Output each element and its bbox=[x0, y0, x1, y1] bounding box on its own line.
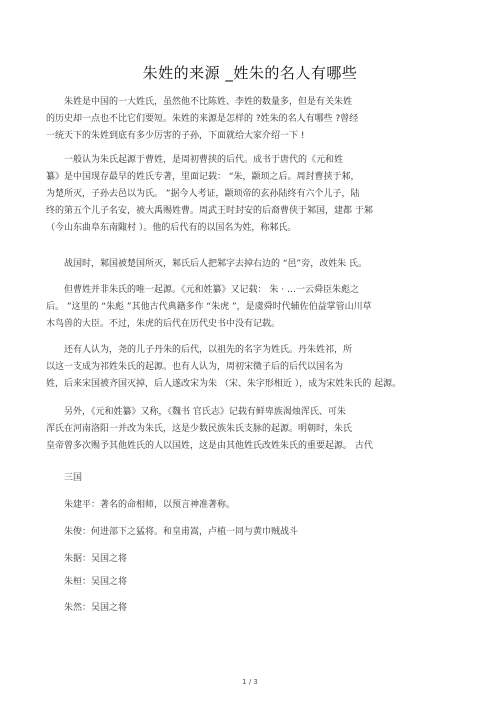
text-line: （今山东曲阜东南陬村 ）。他的后代有的以国名为姓，称邾氏。 bbox=[46, 223, 297, 233]
text-line: 一统天下的朱姓到底有多少厉害的子孙，下面就给大家介绍一下 ! bbox=[46, 131, 305, 141]
xianbei-paragraph bbox=[46, 404, 456, 455]
text-line: 纂》是中国现存最早的姓氏专著，里面记载： “朱，颛顼之后。周封曹挟于邾， bbox=[46, 172, 360, 182]
text-line: 为楚所灭，子孙去邑以为氏。 ”据今人考证，颛顼帝的玄孙陆终有六个儿子，陆 bbox=[46, 189, 360, 199]
text-line: 还有人认为，尧的儿子丹朱的后代，以祖先的名字为姓氏。丹朱姓祁，所 bbox=[64, 345, 353, 355]
text-line: 姓，后来宋国被齐国灭掉，后人遂改宋为朱 （宋、朱字形相近 ），成为宋姓朱氏的 起源。 bbox=[46, 379, 402, 389]
danzhu-paragraph bbox=[46, 342, 456, 393]
person-entry bbox=[46, 574, 456, 591]
text-line: 皇帝曾多次赐予其他姓氏的人以国姓，这是由其他姓氏改姓朱氏的重要起源。 古代 bbox=[46, 441, 373, 451]
person-zhu-ran: 朱然：吴国之将 bbox=[64, 603, 128, 613]
intro-paragraph bbox=[46, 94, 456, 145]
page-title: 朱姓的来源 _姓朱的名人有哪些 bbox=[142, 64, 358, 82]
page-number: 1 / 3 bbox=[242, 678, 258, 686]
warring-states-paragraph bbox=[46, 256, 456, 273]
text-line: 战国时，邾国被楚国所灭，邾氏后人把邾字去掉右边的 “邑”旁，改姓朱 氏。 bbox=[64, 259, 368, 269]
text-line: 以这一支成为祁姓朱氏的起源。也有人认为，周初宋微子后的后代以国名为 bbox=[46, 362, 344, 372]
person-entry bbox=[46, 600, 456, 617]
text-line: 后。 ”这里的 “朱彪 ”其他古代典籍多作 “朱虎 ”，是虞舜时代辅佐伯益掌管山川草 bbox=[46, 302, 372, 312]
text-line: 浑氏在河南洛阳一并改为朱氏，这是少数民族朱氏支脉的起源。明朝时，朱氏 bbox=[46, 424, 353, 434]
text-line: 木鸟兽的大臣。不过，朱虎的后代在历代史书中没有记载。 bbox=[46, 319, 281, 329]
text-line: 另外，《元和姓纂》又称，《魏书 官氏志》记载有鲜卑族渴烛浑氏、可朱 bbox=[64, 407, 346, 417]
text-line: 朱姓是中国的一大姓氏，虽然他不比陈姓、李姓的数量多，但是有关朱姓 bbox=[64, 97, 353, 107]
text-line: 但曹姓并非朱氏的唯一起源。《元和姓纂》又记载： 朱 · …一云舜臣朱彪之 bbox=[64, 285, 359, 295]
person-zhu-ju: 朱据：吴国之将 bbox=[64, 554, 128, 564]
person-zhu-jianping: 朱建平：著名的命相师，以预言神准著称。 bbox=[64, 500, 236, 510]
person-zhu-huan: 朱桓：吴国之将 bbox=[64, 577, 128, 587]
zhu-biao-paragraph bbox=[46, 282, 456, 333]
origin-cao-paragraph bbox=[46, 152, 456, 237]
person-entry bbox=[46, 551, 456, 568]
text-line: 终的第五个儿子名安，被大禹赐姓曹。周武王时封安的后裔曹侠于邾国，建都 于邾 bbox=[46, 206, 373, 216]
section-three-kingdoms: 三国 bbox=[64, 473, 83, 483]
section-heading bbox=[46, 470, 456, 487]
person-zhu-jun: 朱俊：何进部下之猛将。和皇甫嵩，卢植一同与黄巾贼战斗 bbox=[64, 527, 299, 537]
person-entry bbox=[46, 524, 456, 541]
text-line: 一般认为朱氏起源于曹姓，是周初曹挟的后代。成书于唐代的《元和姓 bbox=[64, 155, 344, 165]
text-line: 的历史却一点也不比它们要短。朱姓的来源是怎样的 ?姓朱的名人有哪些 ?曾经 bbox=[46, 114, 359, 124]
person-entry bbox=[46, 497, 456, 514]
